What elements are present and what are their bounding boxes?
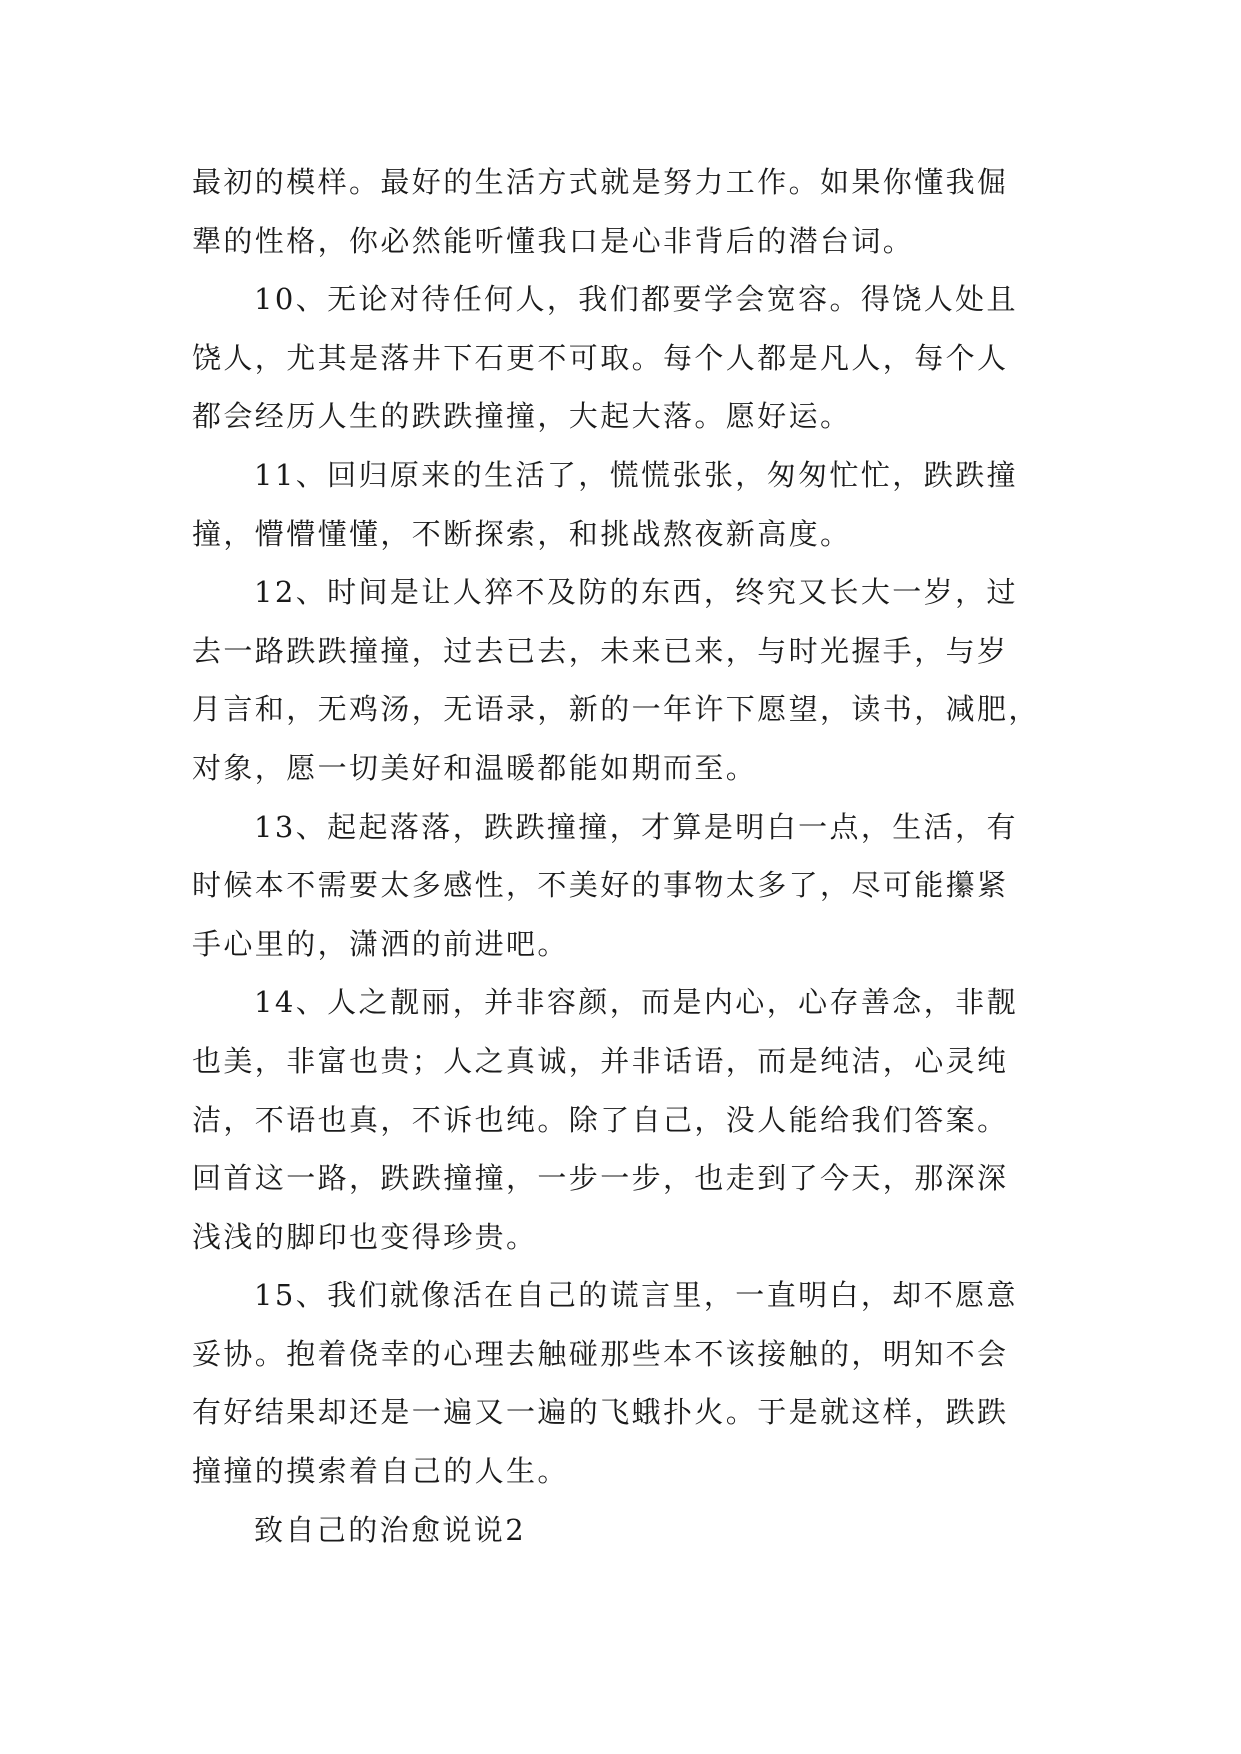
paragraph-line: 撞撞的摸索着自己的人生。 <box>192 1454 569 1489</box>
paragraph-first-line: 14、人之靓丽，并非容颜，而是内心，心存善念，非靓 <box>254 985 1018 1020</box>
paragraph-line: 妥协。抱着侥幸的心理去触碰那些本不该接触的，明知不会 <box>192 1336 1009 1371</box>
paragraph-first-line: 10、无论对待任何人，我们都要学会宽容。得饶人处且 <box>254 282 1018 317</box>
paragraph-line: 最初的模样。最好的生活方式就是努力工作。如果你懂我倔 <box>192 165 1009 199</box>
paragraph-line: 犟的性格，你必然能听懂我口是心非背后的潜台词。 <box>192 223 915 258</box>
paragraph-line: 有好结果却还是一遍又一遍的飞蛾扑火。于是就这样，跌跌 <box>192 1395 1009 1430</box>
paragraph-line: 都会经历人生的跌跌撞撞，大起大落。愿好运。 <box>192 399 852 434</box>
paragraph-line: 撞，懵懵懂懂，不断探索，和挑战熬夜新高度。 <box>192 516 852 551</box>
paragraph-first-line: 11、回归原来的生活了，慌慌张张，匆匆忙忙，跌跌撞 <box>254 457 1018 492</box>
paragraph-first-line: 12、时间是让人猝不及防的东西，终究又长大一岁，过 <box>254 575 1018 610</box>
paragraph-line: 浅浅的脚印也变得珍贵。 <box>192 1219 538 1254</box>
paragraph-line: 洁，不语也真，不诉也纯。除了自己，没人能给我们答案。 <box>192 1102 1009 1137</box>
paragraph-line: 饶人，尤其是落井下石更不可取。每个人都是凡人，每个人 <box>192 340 1009 375</box>
paragraph-line: 手心里的，潇洒的前进吧。 <box>192 926 569 961</box>
paragraph-first-line: 15、我们就像活在自己的谎言里，一直明白，却不愿意 <box>254 1278 1018 1313</box>
paragraph-line: 回首这一路，跌跌撞撞，一步一步，也走到了今天，那深深 <box>192 1161 1009 1196</box>
paragraph-line: 对象，愿一切美好和温暖都能如期而至。 <box>192 750 758 785</box>
paragraph-line: 去一路跌跌撞撞，过去已去，未来已来，与时光握手，与岁 <box>192 633 1009 668</box>
paragraph-line: 月言和，无鸡汤，无语录，新的一年许下愿望，读书，减肥， <box>192 692 1040 727</box>
paragraph-line: 也美，非富也贵；人之真诚，并非话语，而是纯洁，心灵纯 <box>192 1043 1009 1078</box>
document-text-body <box>192 163 1072 1569</box>
paragraph-line: 时候本不需要太多感性，不美好的事物太多了，尽可能攥紧 <box>192 868 1009 903</box>
paragraph-first-line: 致自己的治愈说说2 <box>254 1512 527 1547</box>
paragraph-first-line: 13、起起落落，跌跌撞撞，才算是明白一点，生活，有 <box>254 809 1018 844</box>
